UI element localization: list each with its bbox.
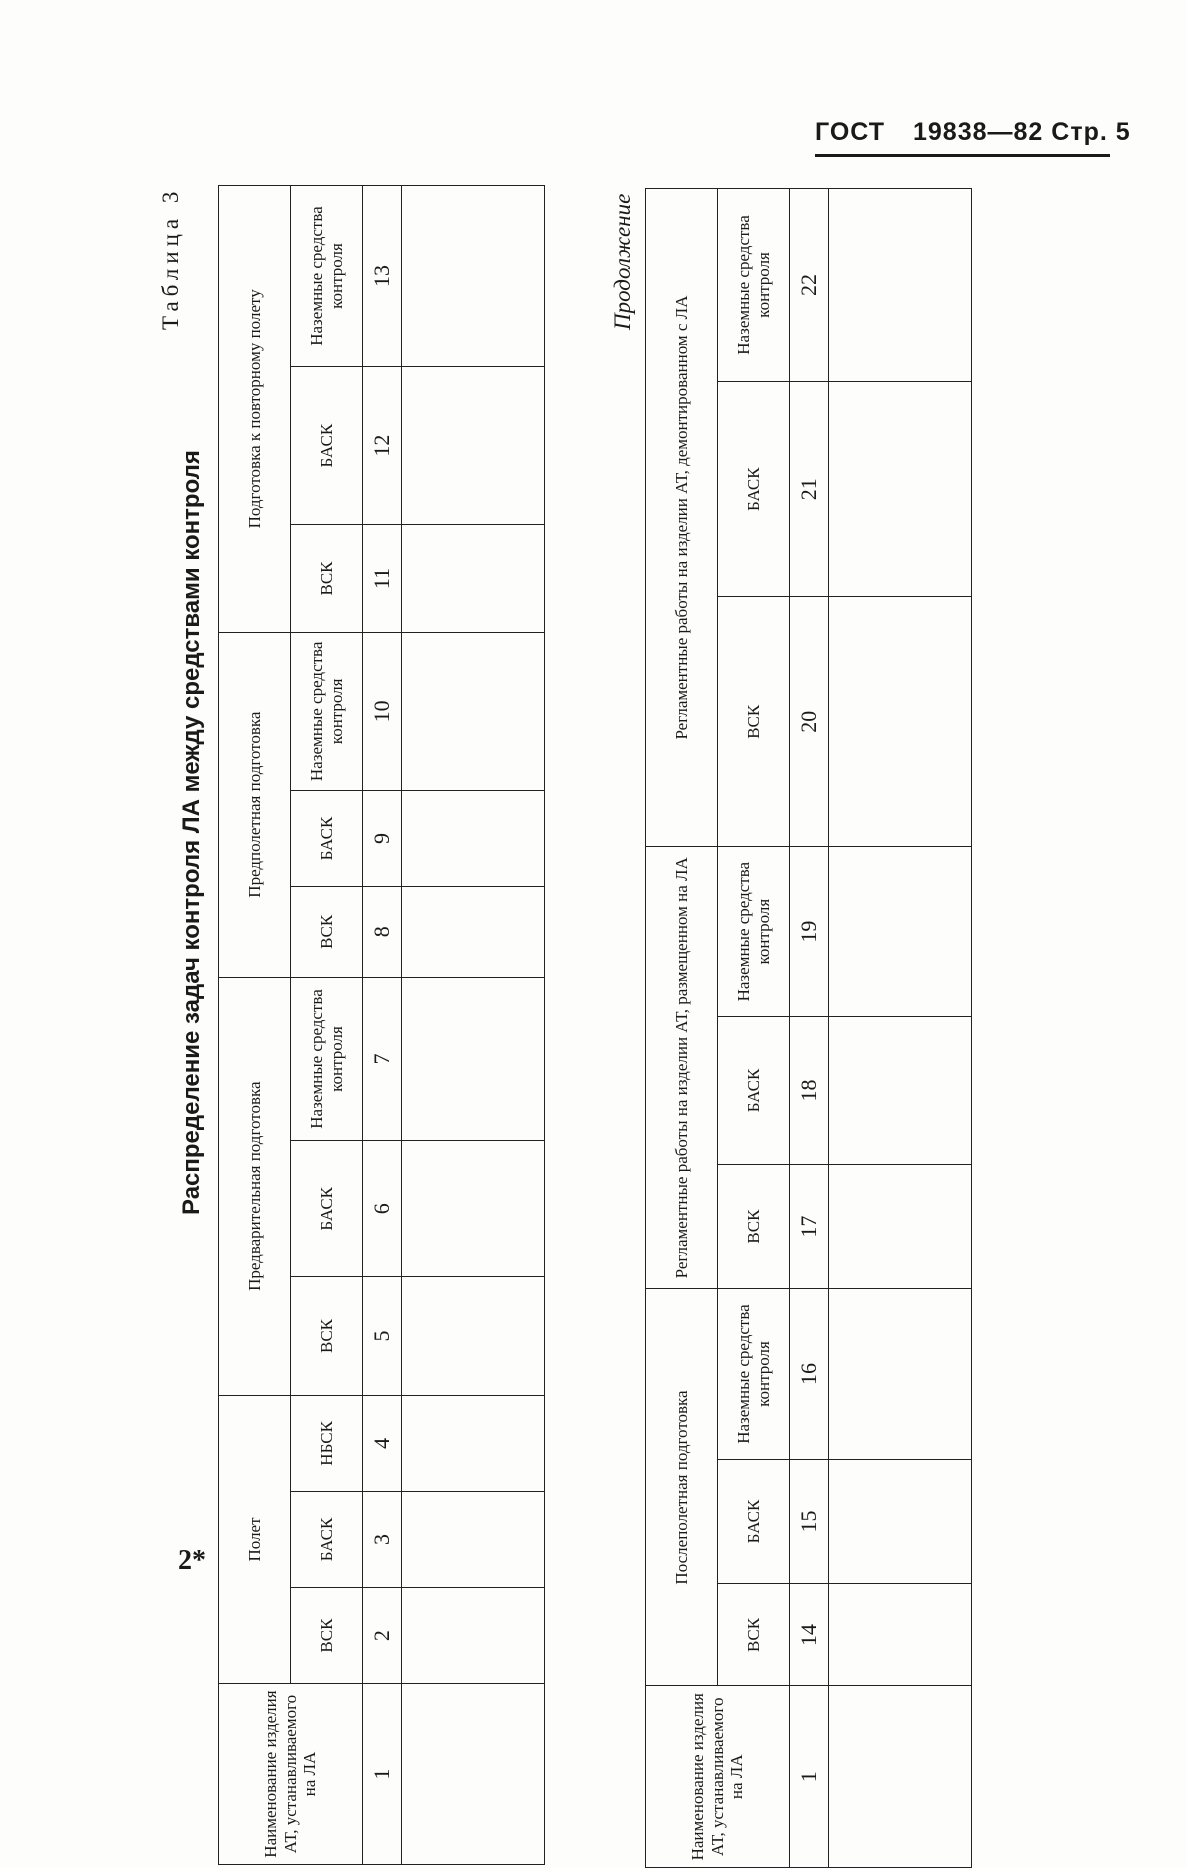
t1-empty-cell <box>402 632 545 790</box>
t1-num-8: 8 <box>363 887 402 977</box>
t1-col-10: Наземные средства контроля <box>291 632 363 790</box>
page-header <box>815 118 1131 147</box>
t2-empty-cell <box>829 381 972 597</box>
t2-col-17: ВСК <box>718 1164 790 1289</box>
header-standard: ГОСТ <box>815 118 885 146</box>
t1-num-11: 11 <box>363 525 402 632</box>
header-page: Стр. 5 <box>1051 118 1131 146</box>
t2-num-20: 20 <box>790 597 829 847</box>
t1-col-8: ВСК <box>291 887 363 977</box>
t1-num-2: 2 <box>363 1588 402 1684</box>
t1-empty-cell <box>402 186 545 367</box>
t1-num-10: 10 <box>363 632 402 790</box>
t1-empty-cell <box>402 367 545 525</box>
t2-num-18: 18 <box>790 1017 829 1164</box>
t1-empty-cell <box>402 790 545 886</box>
t1-header-item: Наименование изделия АТ, устанавливаемого на ЛА <box>219 1684 363 1865</box>
t2-empty-cell <box>829 597 972 847</box>
t2-num-15: 15 <box>790 1459 829 1584</box>
t1-empty-cell <box>402 1141 545 1277</box>
page-mark: 2* <box>178 1545 206 1576</box>
table-part-1 <box>218 185 545 1865</box>
t1-col-6: БАСК <box>291 1141 363 1277</box>
t1-col-9: БАСК <box>291 790 363 886</box>
t2-empty-cell <box>829 1686 972 1868</box>
table-label: Таблица 3 <box>158 186 183 330</box>
t2-empty-cell <box>829 847 972 1017</box>
continuation-label: Продолжение <box>610 193 635 330</box>
t1-num-6: 6 <box>363 1141 402 1277</box>
t1-group-2: Предварительная подготовка <box>219 977 291 1395</box>
t1-empty-cell <box>402 977 545 1141</box>
t1-empty-cell <box>402 1491 545 1587</box>
t1-num-13: 13 <box>363 186 402 367</box>
t2-empty-cell <box>829 189 972 382</box>
t1-col-3: БАСК <box>291 1491 363 1587</box>
t2-group-2: Регламентные работы на изделии АТ, размещенном на ЛА <box>646 847 718 1289</box>
t1-col-11: ВСК <box>291 525 363 632</box>
t2-col-20: ВСК <box>718 597 790 847</box>
t1-num-4: 4 <box>363 1395 402 1491</box>
t2-col-16: Наземные средства контроля <box>718 1289 790 1459</box>
t2-empty-cell <box>829 1584 972 1686</box>
t2-num-17: 17 <box>790 1164 829 1289</box>
t2-group-3: Регламентные работы на изделии АТ, демонтированном с ЛА <box>646 189 718 847</box>
table-title: Распределение задач контроля ЛА между средствами контроля <box>178 450 205 1215</box>
t2-empty-cell <box>829 1164 972 1289</box>
t1-col-2: ВСК <box>291 1588 363 1684</box>
t1-num-9: 9 <box>363 790 402 886</box>
t2-num-1: 1 <box>790 1686 829 1868</box>
t2-group-1: Послеполетная подготовка <box>646 1289 718 1686</box>
t2-num-21: 21 <box>790 381 829 597</box>
t1-empty-cell <box>402 887 545 977</box>
t1-num-12: 12 <box>363 367 402 525</box>
t2-col-14: ВСК <box>718 1584 790 1686</box>
t1-group-4: Подготовка к повторному полету <box>219 186 291 633</box>
header-rule <box>815 154 1110 157</box>
t1-col-4: НБСК <box>291 1395 363 1491</box>
t2-col-18: БАСК <box>718 1017 790 1164</box>
t2-empty-cell <box>829 1459 972 1584</box>
t2-col-15: БАСК <box>718 1459 790 1584</box>
t1-num-5: 5 <box>363 1277 402 1396</box>
t2-header-item: Наименование изделия АТ, устанавливаемого на ЛА <box>646 1686 790 1868</box>
t1-empty-cell <box>402 1684 545 1865</box>
header-number: 19838—82 <box>913 118 1044 146</box>
t1-empty-cell <box>402 1277 545 1396</box>
t2-num-22: 22 <box>790 189 829 382</box>
t1-col-5: ВСК <box>291 1277 363 1396</box>
t1-num-1: 1 <box>363 1684 402 1865</box>
t2-num-14: 14 <box>790 1584 829 1686</box>
t2-col-21: БАСК <box>718 381 790 597</box>
t1-empty-cell <box>402 525 545 632</box>
t2-num-19: 19 <box>790 847 829 1017</box>
t1-col-12: БАСК <box>291 367 363 525</box>
t1-num-7: 7 <box>363 977 402 1141</box>
t1-group-3: Предполетная подготовка <box>219 632 291 977</box>
t1-col-7: Наземные средства контроля <box>291 977 363 1141</box>
t1-empty-cell <box>402 1588 545 1684</box>
t2-empty-cell <box>829 1017 972 1164</box>
t1-num-3: 3 <box>363 1491 402 1587</box>
t2-col-22: Наземные средства контроля <box>718 189 790 382</box>
t2-empty-cell <box>829 1289 972 1459</box>
t1-col-13: Наземные средства контроля <box>291 186 363 367</box>
t2-col-19: Наземные средства контроля <box>718 847 790 1017</box>
table-part-2 <box>645 188 972 1868</box>
t2-num-16: 16 <box>790 1289 829 1459</box>
t1-empty-cell <box>402 1395 545 1491</box>
t1-group-1: Полет <box>219 1395 291 1683</box>
